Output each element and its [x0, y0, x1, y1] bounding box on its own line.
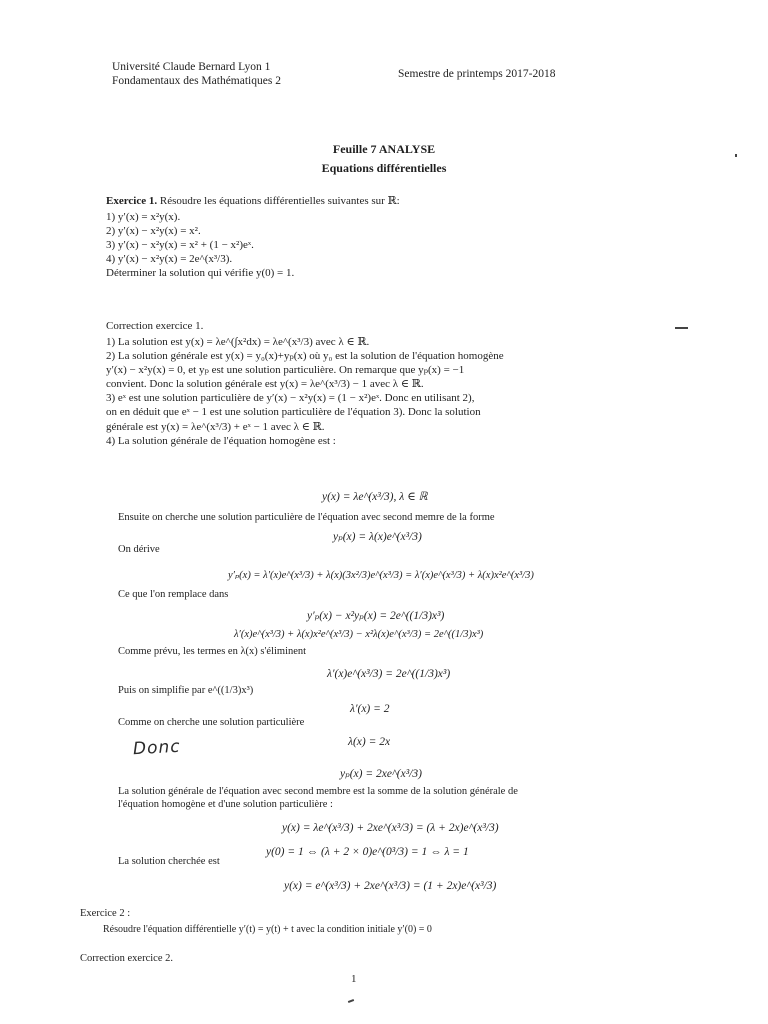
exercise-1-condition: Déterminer la solution qui vérifie y(0) = 1.	[106, 267, 295, 280]
text-simplify: Puis on simplifie par e^((1/3)x³)	[118, 685, 254, 696]
eq-replace-2: λ′(x)e^(x³/3) + λ(x)x²e^(x³/3) − x²λ(x)e^(x³/3) = 2e^((1/3)x³)	[234, 629, 484, 640]
eq-homogeneous: y(x) = λe^(x³/3), λ ∈ ℝ	[322, 491, 428, 503]
correction-1-p2c: convient. Donc la solution générale est y(x) = λe^(x³/3) − 1 avec λ ∈ ℝ.	[106, 378, 424, 391]
exercise-1-heading: Exercice 1.	[106, 195, 158, 207]
eq-derivative: y′ₚ(x) = λ′(x)e^(x³/3) + λ(x)(3x²/3)e^(x³/3) = λ′(x)e^(x³/3) + λ(x)x²e^(x³/3)	[228, 570, 534, 581]
text-replace: Ce que l'on remplace dans	[118, 589, 229, 600]
eq-final-solution: y(x) = e^(x³/3) + 2xe^(x³/3) = (1 + 2x)e^(x³/3)	[284, 880, 497, 892]
subject-title: Equations différentielles	[321, 160, 447, 175]
exercise-1-item-1: 1) y′(x) = x²y(x).	[106, 211, 181, 224]
text-sought: La solution cherchée est	[118, 856, 220, 867]
eq-initial-condition: y(0) = 1 ⇔ (λ + 2 × 0)e^(0³/3) = 1 ⇔ λ = 1	[266, 846, 469, 858]
correction-1-p2b: y′(x) − x²y(x) = 0, et yₚ est une solution particulière. On remarque que yₚ(x) = −1	[106, 364, 465, 377]
exercise-1-statement: Résoudre les équations différentielles suivantes sur ℝ:	[159, 195, 400, 207]
eq-yp-form: yₚ(x) = λ(x)e^(x³/3)	[333, 531, 422, 543]
eq-cancel: λ′(x)e^(x³/3) = 2e^((1/3)x³)	[327, 668, 451, 680]
correction-1-p4: 4) La solution générale de l'équation homogène est :	[106, 434, 336, 447]
exercise-2-statement: Résoudre l'équation différentielle y′(t) = y(t) + t avec la condition initiale y′(0) = 0	[103, 924, 432, 935]
course-name: Fondamentaux des Mathématiques 2	[112, 75, 281, 88]
correction-1-p3b: on en déduit que eˣ − 1 est une solution particulière de l'équation 3). Donc la solution	[106, 406, 481, 419]
exercise-1-item-4: 4) y′(x) − x²y(x) = 2e^(x³/3).	[106, 253, 233, 266]
exercise-1	[106, 194, 596, 280]
correction-1-heading: Correction exercice 1.	[106, 320, 204, 332]
text-particular: Ensuite on cherche une solution particulière de l'équation avec second memre de la forme	[118, 512, 495, 523]
correction-1-p1: 1) La solution est y(x) = λe^(∫x²dx) = λe^(x³/3) avec λ ∈ ℝ.	[106, 336, 370, 349]
correction-1-p3a: 3) eˣ est une solution particulière de y′(x) − x²y(x) = (1 − x²)eˣ. Donc en utilisant 2),	[106, 392, 475, 405]
text-derive: On dérive	[118, 544, 160, 555]
sheet-title: Feuille 7 ANALYSE	[332, 142, 436, 156]
scan-mark	[675, 327, 688, 329]
correction-1-p3c: générale est y(x) = λe^(x³/3) + eˣ − 1 avec λ ∈ ℝ.	[106, 420, 325, 433]
eq-replace-1: y′ₚ(x) − x²yₚ(x) = 2e^((1/3)x³)	[307, 610, 445, 622]
exercise-1-item-2: 2) y′(x) − x²y(x) = x².	[106, 225, 201, 238]
scan-mark	[348, 999, 354, 1003]
exercise-1-item-3: 3) y′(x) − x²y(x) = x² + (1 − x²)eˣ.	[106, 239, 254, 252]
eq-yp-final: yₚ(x) = 2xe^(x³/3)	[340, 768, 422, 780]
text-particular-2: Comme on cherche une solution particulière	[118, 717, 305, 728]
correction-1	[106, 319, 606, 448]
text-general-1: La solution générale de l'équation avec second membre est la somme de la solution générale de	[118, 786, 518, 797]
handwritten-annotation: Donc	[132, 736, 182, 760]
page-number: 1	[351, 973, 357, 985]
correction-2-heading: Correction exercice 2.	[80, 953, 173, 964]
scan-mark	[735, 154, 737, 157]
semester-label: Semestre de printemps 2017-2018	[398, 68, 556, 80]
text-cancel: Comme prévu, les termes en λ(x) s'éliminent	[118, 646, 307, 657]
exercise-1-heading-line	[106, 194, 596, 208]
eq-lambda: λ(x) = 2x	[348, 736, 391, 748]
university-name: Université Claude Bernard Lyon 1	[112, 61, 271, 73]
correction-1-p2a: 2) La solution générale est y(x) = y₀(x)+yₚ(x) où y₀ est la solution de l'équation homogène	[106, 350, 504, 363]
header-left	[112, 60, 281, 89]
title-block	[0, 140, 768, 177]
text-general-2: l'équation homogène et d'une solution particulière :	[118, 799, 333, 810]
eq-general: y(x) = λe^(x³/3) + 2xe^(x³/3) = (λ + 2x)e^(x³/3)	[282, 822, 499, 834]
exercise-2-heading: Exercice 2 :	[80, 908, 131, 919]
eq-lambda-prime: λ′(x) = 2	[350, 703, 390, 715]
